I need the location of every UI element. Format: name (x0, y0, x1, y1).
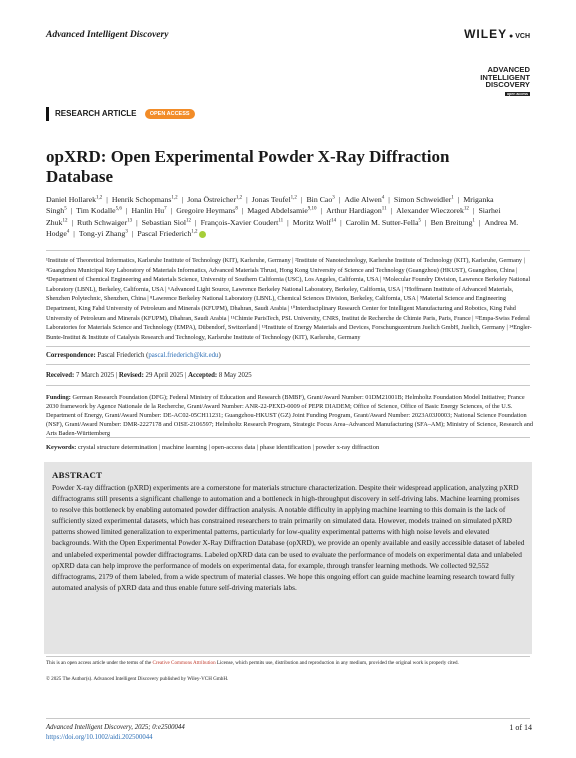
footer (46, 723, 532, 743)
affiliations: ¹Institute of Theoretical Informatics, Karlsruhe Institute of Technology (KIT), Karlsruhe, Germany | ²Institute of Nanotechnology, Karlsruhe Institute of Technology (KIT), Karlsruhe, Germany | ³Guangzhou Municipal Key Laboratory of Materials Informatics, Advanced Materials Thrust, Hong Kong University of Science and Technology (Guangzhou) (HKUST), Guangzhou, China | ⁴Department of Chemical Engineering and Materials Science, University of Southern California (USC), Los Angeles, California, USA | ⁵Molecular Foundry Division, Lawrence Berkeley National Laboratory (LBNL), Berkeley, California, USA | ⁶Advanced Light Source, Lawrence Berkeley National Laboratory, Berkeley, California, USA | ⁷Hoffmann Institute of Advanced Materials, Shenzhen Polytechnic, Shenzhen, China | ⁸Lawrence Berkeley National Laboratory (LBNL), Chemical Sciences Division, Berkeley, California, USA | ⁹Material Science and Engineering Department, King Fahd University of Petroleum and Minerals (KFUPM), Dhahran, Saudi Arabia | ¹⁰Interdisciplinary Research Center for Intelligent Manufacturing and Robotics, King Fahd University of Petroleum and Minerals (KFUPM), Dhahran, Saudi Arabia | ¹¹Chimie ParisTech, PSL University, CNRS, Institut de Recherche de Chimie Paris, Paris, France | ¹²Empa-Swiss Federal Laboratories for Materials Science and Technology (EMPA), Dübendorf, Switzerland | ¹³Institute of Energy Materials and Devices, Forschungszentrum Juelich GmbH, Juelich, Germany | ¹⁴Engler-Bunte-Institut & Institute of Catalysis Research and Technology, Karlsruhe Institute of Technology (KIT), Karlsruhe, Germany (46, 257, 532, 341)
author-list (46, 194, 536, 239)
divider (46, 346, 530, 347)
keywords-text: crystal structure determination | machine learning | open-access data | phase identification | powder x-ray diffraction (77, 444, 380, 451)
author-name: Hanlin Hu (131, 206, 165, 216)
author-separator: | (241, 206, 244, 216)
divider (46, 364, 530, 365)
page-number: 1 of 14 (509, 723, 532, 732)
journal-name: Advanced Intelligent Discovery (46, 30, 169, 40)
author-name: Maged Abdelsamie (247, 206, 308, 216)
author-separator: | (170, 206, 173, 216)
correspondence: Correspondence: Pascal Friederich (pascal.friederich@kit.edu) (46, 352, 221, 359)
keywords (46, 444, 379, 451)
journal-logo (444, 66, 530, 96)
author-separator: | (195, 217, 197, 227)
license-text-before: This is an open access article under the terms of the (46, 660, 153, 666)
author-name: Arthur Hardiagon (326, 206, 382, 216)
author-affiliation-sup: 4 (381, 195, 385, 201)
author-name: Moritz Wolf (292, 217, 332, 227)
author-separator: | (340, 217, 342, 227)
author-name: Ruth Schwaiger (77, 217, 128, 227)
correspondence-email-link[interactable]: pascal.friederich@kit.edu (148, 352, 219, 359)
author-affiliation-sup: 12 (186, 218, 192, 223)
keywords-label: Keywords: (46, 444, 77, 451)
author-affiliation-sup: 7 (164, 206, 167, 212)
article-dates: Received: 7 March 2025 | Revised: 29 April 2025 | Accepted: 8 May 2025 (46, 372, 252, 379)
author-affiliation-sup: 3 (125, 229, 128, 235)
author-affiliation-sup: 9,10 (307, 206, 317, 212)
author-affiliation-sup: 1,2 (290, 195, 297, 201)
article-title: opXRD: Open Experimental Powder X-Ray Diffraction Database (46, 147, 450, 186)
logo-line-2: INTELLIGENT (480, 72, 530, 82)
author-name: Tim Kodalle (76, 206, 116, 216)
divider (46, 437, 530, 438)
publisher-suffix: VCH (515, 33, 530, 40)
author-affiliation-sup: 12 (463, 206, 469, 212)
author-name: Carolin M. Sutter-Fella (345, 217, 419, 227)
correspondence-name: Pascal Friederich (97, 352, 145, 359)
funding (46, 393, 534, 438)
author-affiliation-sup: 8 (235, 206, 238, 212)
author-affiliation-sup: 12 (62, 218, 68, 223)
license-note (46, 659, 532, 667)
funding-label: Funding: (46, 394, 71, 401)
author-name: Bin Cao (306, 195, 333, 204)
author-separator: | (425, 217, 427, 227)
article-type-bar (46, 107, 195, 121)
author-separator: | (338, 195, 341, 204)
divider (46, 656, 530, 657)
revised-label: Revised: (118, 372, 144, 379)
author-name: Jona Östreicher (187, 195, 236, 204)
author-name: Daniel Hollarek (46, 195, 97, 204)
author-affiliation-sup: 14 (331, 218, 337, 223)
author-name: Henrik Schopmans (111, 195, 172, 204)
author-affiliation-sup: 1,2 (191, 229, 198, 235)
author-separator: | (106, 195, 108, 204)
author-name: Gregoire Heymans (176, 206, 236, 216)
author-affiliation-sup: 11 (278, 218, 284, 223)
funding-text: German Research Foundation (DFG); Federal Ministry of Education and Research (BMBF), Grant/Award Number: 01DM21001B; Helmholtz Foundation Model Initiative; France 2030 framework by Agence Nationale de la Recherche, Grant/Award Number: ANR-22-PEXD-0009 of PEPR DIADEM; Office of Science, Office of Basic Energy Sciences, of the U.S. Department of Energy, Grant/Award Number: DE-AC02-05CH11231; Guangzhou-HKUST (GZ) Joint Funding Program, Grant/Award Number: 2023A03J0003; National Science Foundation (NSF), Grant/Award Number: DMR-2227178 and OISE-2106597; Helmholtz Research Program, Strategic Focus Area–Advanced Manufacturing (SFA–AM); Ministry of Science, Research and Arts Baden-Württemberg (46, 394, 534, 437)
author-name: Mriganka Singh (46, 195, 494, 216)
author-name: Adie Alwen (344, 195, 382, 204)
copyright: © 2025 The Author(s). Advanced Intelligent Discovery published by Wiley-VCH GmbH. (46, 676, 229, 682)
author-separator: | (246, 195, 248, 204)
logo-subtitle: open access (506, 91, 528, 96)
divider (46, 250, 530, 251)
author-separator: | (300, 195, 303, 204)
author-separator: | (181, 195, 184, 204)
author-affiliation-sup: 5,6 (115, 206, 122, 212)
author-separator: | (287, 217, 289, 227)
logo-line-3: DISCOVERY (485, 80, 530, 90)
author-separator: | (388, 195, 390, 204)
author-name: Alexander Wieczorek (396, 206, 464, 216)
author-name: Sebastian Siol (141, 217, 187, 227)
logo-line-1: ADVANCED (487, 65, 530, 74)
author-name: Jonas Teufel (251, 195, 291, 204)
abstract-text: Powder X-ray diffraction (pXRD) experiments are a cornerstone for materials structure characterization. Despite their widespread application, analyzing pXRD diffractograms still presents a significant challenge to automation and a bottleneck in high-throughput discovery in self-driving labs. Machine learning promises to resolve this bottleneck by enabling automated powder diffraction analysis. A notable difficulty in applying machine learning to this domain is the lack of sufficiently sized experimental datasets, which has constrained researchers to train primarily on simulated data. However, models trained on simulated pXRD patterns showed limited generalization to experimental patterns, particularly for low-quality experimental patterns with high noise levels and elevated backgrounds. With the Open Experimental Powder X-Ray Diffraction Database (opXRD), we provide an openly available and easily accessible dataset of labeled and unlabeled experimental powder diffractograms. Labeled opXRD data can be used to evaluate the performance of models on experimental data and unlabeled opXRD data can help improve the performance of models on experimental data, for example, through transfer learning methods. We collected 92,552 diffractograms, 2179 of them labeled, from a wide spectrum of material classes. We hope this ongoing effort can guide machine learning research toward fully automated analysis of pXRD data and thus enable future self-driving materials labs. (52, 483, 525, 592)
received-date: 7 March 2025 (76, 372, 115, 379)
abstract-heading: ABSTRACT (52, 470, 103, 480)
publisher-logo: WILEY ● VCH (464, 27, 530, 41)
author-name: Andrea M. Hodge (46, 217, 519, 238)
author-separator: | (71, 217, 74, 227)
open-access-badge: OPEN ACCESS (145, 109, 195, 119)
author-separator: | (70, 206, 73, 216)
author-name: Tong-yi Zhang (78, 228, 126, 238)
accepted-date: 8 May 2025 (218, 372, 252, 379)
correspondence-label: Correspondence: (46, 352, 96, 359)
author-separator: | (472, 206, 475, 216)
author-affiliation-sup: 1 (472, 218, 475, 223)
article-type: RESEARCH ARTICLE (55, 109, 137, 118)
author-affiliation-sup: 1 (451, 195, 454, 201)
citation: Advanced Intelligent Discovery, 2025; 0:e2500044 (46, 724, 185, 731)
doi-link[interactable]: https://doi.org/10.1002/aidi.202500044 (46, 734, 153, 741)
author-separator: | (320, 206, 323, 216)
publisher-name: WILEY (464, 27, 508, 41)
author-affiliation-sup: 1,2 (235, 195, 243, 201)
revised-date: 29 April 2025 (145, 372, 184, 379)
divider (46, 385, 530, 386)
accepted-label: Accepted: (188, 372, 218, 379)
author-affiliation-sup: 1,2 (96, 195, 103, 201)
author-affiliation-sup: 4 (66, 229, 70, 235)
author-affiliation-sup: 13 (127, 218, 133, 223)
author-name: Simon Schweidler (393, 195, 452, 204)
author-name: Pascal Friederich (137, 228, 192, 238)
author-name: François-Xavier Coudert (200, 217, 279, 227)
author-separator: | (73, 228, 75, 238)
author-separator: | (125, 206, 128, 216)
author-affiliation-sup: 3 (332, 195, 335, 201)
divider (46, 718, 530, 719)
author-separator: | (457, 195, 460, 204)
abstract-box (44, 462, 532, 654)
author-name: Siarhei Zhuk (46, 206, 501, 227)
author-separator: | (390, 206, 393, 216)
author-separator: | (131, 228, 134, 238)
license-link[interactable]: Creative Commons Attribution (152, 660, 216, 666)
received-label: Received: (46, 372, 75, 379)
author-affiliation-sup: 1,2 (171, 195, 178, 201)
author-name: Ben Breitung (430, 217, 473, 227)
author-separator: | (478, 217, 481, 227)
author-affiliation-sup: 5 (64, 206, 67, 212)
license-text-after: License, which permits use, distribution and reproduction in any medium, provided the original work is properly cited. (215, 660, 459, 666)
author-separator: | (136, 217, 138, 227)
orcid-icon[interactable] (199, 231, 206, 238)
author-affiliation-sup: 11 (381, 206, 387, 212)
author-affiliation-sup: 5 (418, 218, 422, 223)
